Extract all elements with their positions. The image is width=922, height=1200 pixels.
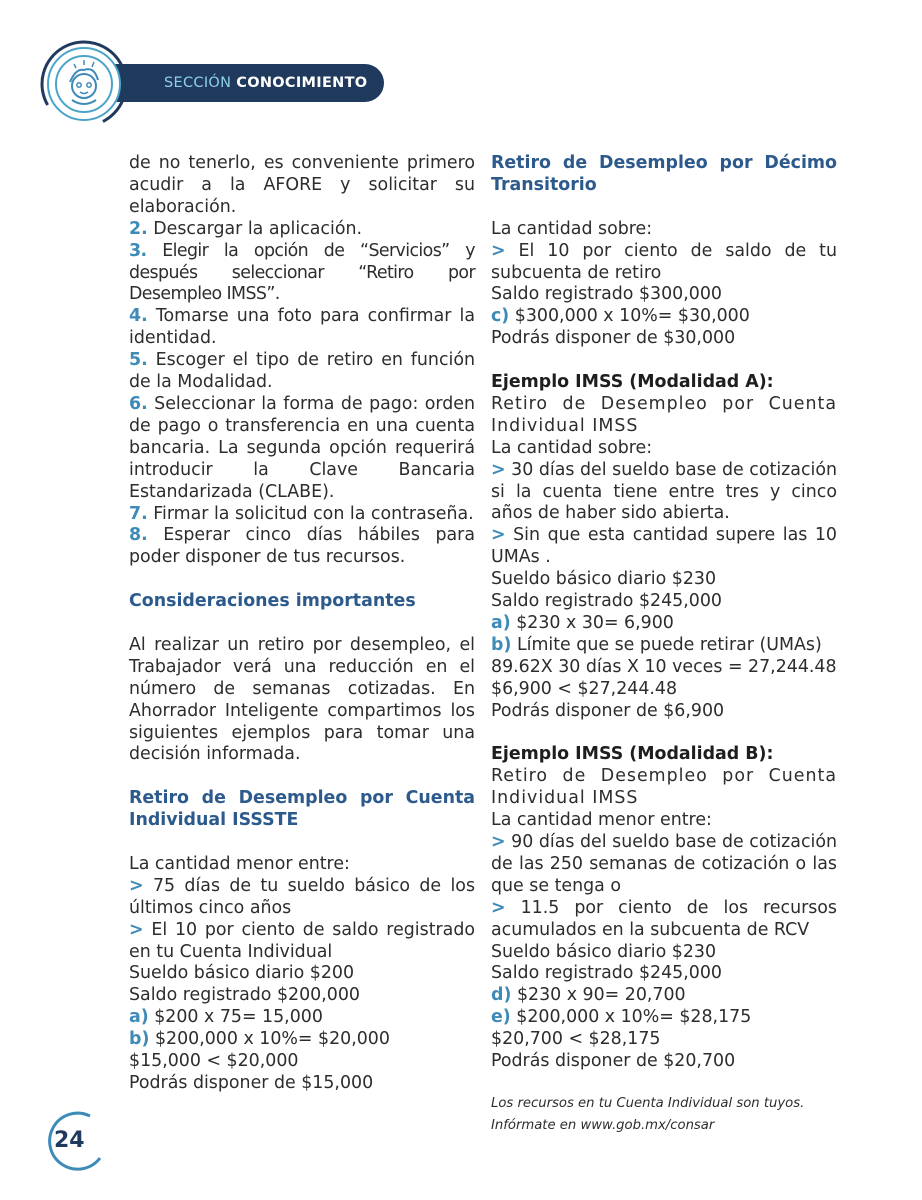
decimo-heading: Retiro de Desempleo por Décimo Transitorio: [491, 153, 837, 195]
footer-note-line-1: Los recursos en tu Cuenta Individual son tuyos.: [491, 1096, 805, 1111]
decimo-result: Podrás disponer de $30,000: [491, 328, 736, 349]
right-column: [491, 153, 837, 1073]
student-avatar-icon: [52, 52, 116, 116]
issste-salary: Sueldo básico diario $200: [129, 963, 355, 984]
list-item: 8. Esperar cinco días hábiles para poder disponer de tus recursos.: [129, 525, 475, 568]
modalidad-b-balance: Saldo registrado $245,000: [491, 963, 722, 984]
decimo-balance: Saldo registrado $300,000: [491, 284, 722, 305]
modalidad-b-result: Podrás disponer de $20,700: [491, 1051, 736, 1072]
issste-compare: $15,000 < $20,000: [129, 1051, 299, 1072]
section-pill: [102, 64, 384, 102]
modalidad-a-uma-calc: 89.62X 30 días X 10 veces = 27,244.48: [491, 656, 837, 677]
issste-result: Podrás disponer de $15,000: [129, 1073, 374, 1093]
list-item: > 30 días del sueldo base de cotización si la cuenta tiene entre tres y cinco años de haber sido abierta.: [491, 459, 838, 524]
considerations-heading: Consideraciones importantes: [129, 591, 416, 612]
modalidad-b-heading: Ejemplo IMSS (Modalidad B):: [491, 744, 774, 765]
modalidad-b-calc-d: d) $230 x 90= 20,700: [491, 985, 686, 1006]
modalidad-a-subtitle: Retiro de Desempleo por Cuenta Individual IMSS: [491, 393, 837, 436]
footer-note: [491, 1093, 837, 1137]
modalidad-a-salary: Sueldo básico diario $230: [491, 569, 717, 590]
list-item: 5. Escoger el tipo de retiro en función de la Modalidad.: [129, 350, 476, 393]
list-item: 7. Firmar la solicitud con la contraseña.: [129, 503, 474, 524]
section-header: [40, 40, 368, 130]
list-item: > El 10 por ciento de saldo registrado en tu Cuenta Individual: [129, 919, 476, 962]
footer-note-line-2: Infórmate en www.gob.mx/consar: [491, 1118, 715, 1133]
issste-calc-b: b) $200,000 x 10%= $20,000: [129, 1029, 390, 1050]
modalidad-b-subtitle: Retiro de Desempleo por Cuenta Individual IMSS: [491, 766, 837, 809]
list-item: 4. Tomarse una foto para confirmar la identidad.: [129, 306, 476, 349]
considerations-text: Al realizar un retiro por desempleo, el Trabajador verá una reducción en el número de semanas cotizadas. En Ahorrador Inteligente compartimos los siguientes ejemplos para tomar una decisión informada.: [129, 634, 475, 765]
page-number: 24: [54, 1128, 85, 1153]
modalidad-a-balance: Saldo registrado $245,000: [491, 591, 722, 612]
modalidad-a-heading: Ejemplo IMSS (Modalidad A):: [491, 372, 774, 393]
issste-balance: Saldo registrado $200,000: [129, 985, 360, 1006]
modalidad-b-salary: Sueldo básico diario $230: [491, 941, 717, 962]
modalidad-b-intro: La cantidad menor entre:: [491, 810, 712, 831]
modalidad-b-calc-e: e) $200,000 x 10%= $28,175: [491, 1007, 752, 1028]
list-item: > 90 días del sueldo base de cotización de las 250 semanas de cotización o las que se tenga o: [491, 832, 838, 896]
issste-intro: La cantidad menor entre:: [129, 853, 350, 874]
intro-text: de no tenerlo, es conveniente primero acudir a la AFORE y solicitar su elaboración.: [129, 153, 475, 217]
list-item: > El 10 por ciento de saldo de tu subcuenta de retiro: [491, 240, 838, 283]
modalidad-a-calc-b: b) Límite que se puede retirar (UMAs): [491, 634, 822, 655]
list-item: 3. Elegir la opción de “Servicios” y después seleccionar “Retiro por Desempleo IMSS”.: [129, 240, 475, 305]
left-column: [129, 153, 475, 1095]
list-item: > 75 días de tu sueldo básico de los últimos cinco años: [129, 875, 476, 918]
list-item: 6. Seleccionar la forma de pago: orden de pago o transferencia en una cuenta bancaria. La segunda opción requerirá introducir la Clave Bancaria Estandarizada (CLABE).: [129, 393, 475, 502]
list-item: 2. Descargar la aplicación.: [129, 218, 363, 239]
modalidad-a-intro: La cantidad sobre:: [491, 437, 653, 458]
modalidad-a-calc-a: a) $230 x 30= 6,900: [491, 613, 674, 633]
modalidad-a-compare: $6,900 < $27,244.48: [491, 678, 678, 699]
decimo-intro: La cantidad sobre:: [491, 218, 653, 239]
decimo-calc-c: c) $300,000 x 10%= $30,000: [491, 306, 750, 327]
issste-heading: Retiro de Desempleo por Cuenta Individual ISSSTE: [129, 788, 475, 831]
section-label-light: SECCIÓN: [164, 75, 232, 91]
list-item: > Sin que esta cantidad supere las 10 UMAs .: [491, 525, 837, 568]
list-item: > 11.5 por ciento de los recursos acumulados en la subcuenta de RCV: [491, 897, 837, 940]
modalidad-a-result: Podrás disponer de $6,900: [491, 700, 725, 721]
modalidad-b-compare: $20,700 < $28,175: [491, 1029, 661, 1050]
issste-calc-a: a) $200 x 75= 15,000: [129, 1007, 323, 1028]
section-label-bold: CONOCIMIENTO: [236, 75, 368, 91]
